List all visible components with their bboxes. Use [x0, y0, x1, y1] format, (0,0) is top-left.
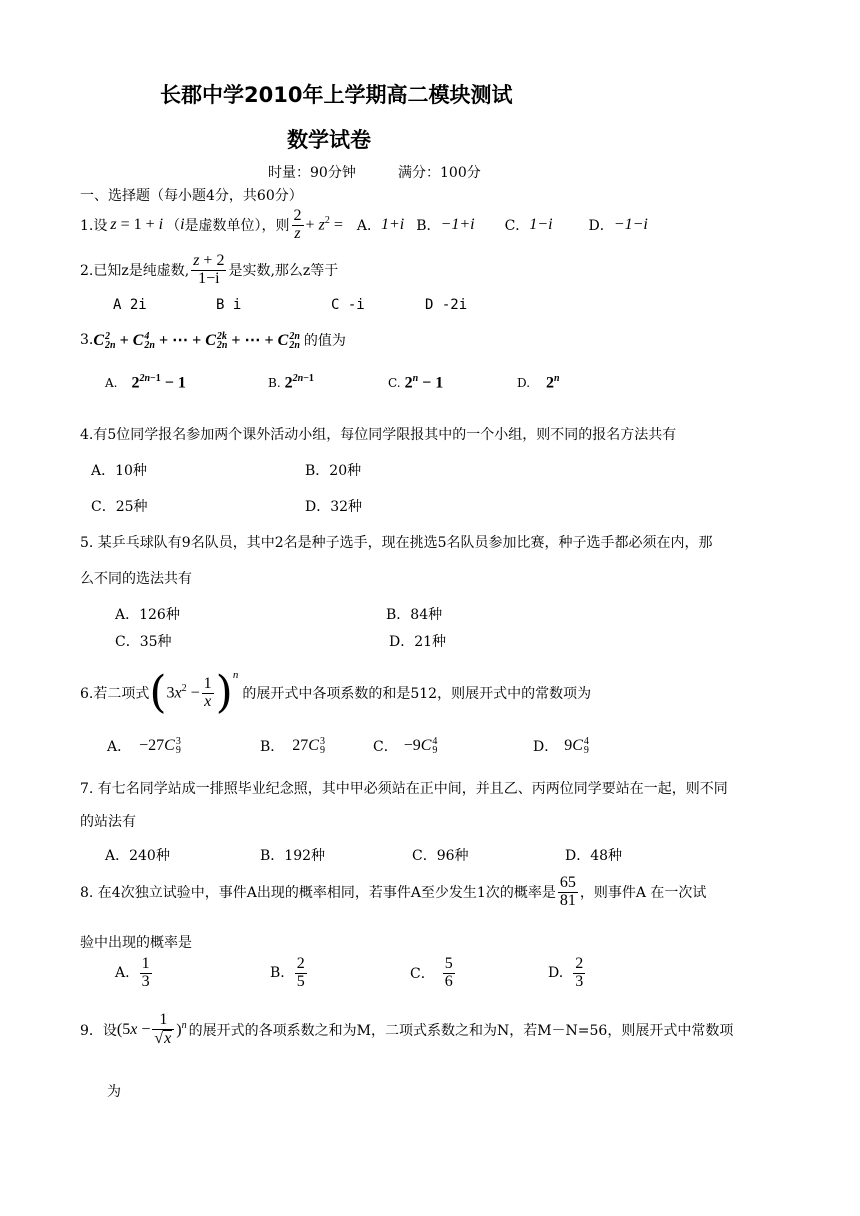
q6-option-c-expr: −9C 4 9 [403, 736, 438, 757]
q6-binomial-term: $3x^2$ − [166, 683, 200, 702]
q2-option-c: C -i [331, 297, 365, 313]
q1-option-b-label: B． [416, 218, 441, 234]
q8-text: ，则事件A 在一次试 [579, 885, 707, 901]
q6-option-c [373, 736, 437, 756]
q8-option-d-fraction: $\frac{2}{3}$ [575, 954, 584, 990]
q5-option-c: C．35种 [115, 634, 172, 650]
q1-option-d: −1−i [613, 216, 648, 233]
q1-option-c: 1−i [529, 216, 553, 233]
q5-option-a: A．126种 [115, 607, 180, 623]
q3-option-d-label: D. [517, 375, 531, 390]
q7-option-b: B．192种 [260, 848, 326, 864]
q6-option-a-label: A． [107, 739, 132, 755]
q9-text: 9．设 [80, 1023, 117, 1039]
q7-option-c: C．96种 [412, 848, 469, 864]
q8-option-c [410, 952, 457, 994]
question-8 [80, 870, 706, 914]
q6-option-d [533, 736, 589, 756]
q8-option-c-label: C． [410, 966, 435, 982]
question-2 [80, 250, 338, 290]
school-title: 长郡中学2010年上学期高二模块测试 [160, 83, 513, 107]
q6-option-b-expr: 27C 3 9 [292, 736, 325, 757]
q6-option-d-label: D． [533, 739, 559, 755]
q8-text: 8. 在4次独立试验中，事件A出现的概率相同，若事件A至少发生1次的概率是 [80, 885, 556, 901]
q3-sum-expression: C 2 2n + C 4 2n + ⋯ + C 2k 2n + ⋯ + C 2n 2n [93, 331, 300, 352]
q9-stem-line2: 为 [107, 1084, 121, 1100]
q7-stem-line1: 7. 有七名同学站成一排照毕业纪念照，其中甲必须站在正中间，并且乙、丙两位同学要站在一起，则不同 [80, 781, 728, 797]
q8-option-a [115, 952, 154, 994]
q1-text: （ [166, 218, 181, 234]
q1-option-c-label: C． [504, 218, 530, 234]
q6-option-d-expr: 9C 4 9 [564, 736, 589, 757]
section-heading: 一、选择题（每小题4分，共60分） [80, 188, 303, 204]
q2-text: 2.已知z是纯虚数, [80, 263, 190, 279]
q1-expression: + $z^2$ = [305, 215, 343, 234]
q8-option-b-label: B. [270, 965, 285, 981]
q7-stem-line2: 的站法有 [80, 814, 136, 830]
q4-option-c: C．25种 [91, 499, 148, 515]
q6-text: 的展开式中各项系数的和是512，则展开式中的常数项为 [242, 686, 592, 702]
q8-option-b [270, 952, 309, 994]
q3-number: 3. [80, 332, 94, 348]
q8-stem-line2: 验中出现的概率是 [80, 935, 192, 951]
q8-option-b-fraction: $\frac{2}{5}$ [296, 954, 305, 990]
q6-option-b [260, 736, 325, 756]
q3-option-d-expr: 2$^n$ [546, 373, 560, 392]
q7-option-a: A．240种 [105, 848, 170, 864]
q1-option-b: −1+i [440, 216, 475, 233]
q3-option-b-label: B. [268, 375, 281, 390]
q5-stem-line2: 么不同的选法共有 [80, 571, 192, 587]
q1-text: 1.设 [80, 218, 108, 234]
q8-fraction: $\frac{65}{81}$ [559, 873, 576, 909]
q7-option-d: D．48种 [565, 848, 623, 864]
q9-exponent: )$^n$ [176, 1020, 187, 1039]
q6-text: 6.若二项式 [80, 686, 150, 702]
q6-left-paren: ( [149, 667, 167, 718]
question-3 [80, 325, 346, 355]
question-9 [80, 1005, 733, 1055]
q2-option-a: A 2i [113, 297, 147, 313]
question-6 [80, 665, 591, 721]
q3-option-a [105, 373, 186, 392]
q6-option-a [107, 736, 181, 756]
q1-text: 是虚数单位），则 [184, 218, 290, 234]
q8-option-a-fraction: $\frac{1}{3}$ [141, 954, 150, 990]
q2-option-b: B i [216, 297, 242, 313]
q3-option-d [517, 373, 560, 392]
q3-option-b-expr: $2^{2n-1}$ [284, 373, 314, 392]
q4-option-d: D．32种 [305, 499, 363, 515]
q4-option-b: B．20种 [305, 463, 362, 479]
score-info: 满分：100分 [398, 165, 481, 181]
question-1 [80, 205, 648, 245]
q1-option-a-label: A． [356, 218, 381, 234]
q3-text: 的值为 [303, 333, 346, 349]
q1-i-symbol: i [180, 216, 185, 233]
time-info: 时量：90分钟 [268, 165, 356, 181]
q2-option-d: D -2i [425, 297, 468, 313]
q9-text: 的展开式的各项系数之和为M，二项式系数之和为N，若M－N=56，则展开式中常数项 [188, 1023, 734, 1039]
q5-option-d: D．21种 [389, 634, 447, 650]
q5-option-b: B．84种 [386, 607, 443, 623]
q6-option-a-expr: −27C 3 9 [139, 736, 181, 757]
q5-stem-line1: 5. 某乒乓球队有9名队员，其中2名是种子选手，现在挑选5名队员参加比赛，种子选手都必须在内，那 [80, 535, 713, 551]
q6-exponent: n [232, 669, 239, 681]
q2-text: 是实数,那么z等于 [228, 263, 339, 279]
q6-option-b-label: B． [260, 739, 285, 755]
q1-option-a: 1+i [380, 216, 405, 233]
q3-option-c-expr: $2^n - 1$ [404, 373, 444, 392]
q6-right-paren: ) [215, 667, 233, 718]
q3-option-c-label: C. [388, 375, 401, 390]
q8-option-d-label: D. [548, 965, 564, 981]
q3-option-c [388, 373, 443, 392]
q6-option-c-label: C． [373, 739, 398, 755]
subject-title: 数学试卷 [287, 128, 371, 152]
q8-option-c-fraction: $\frac{5}{6}$ [444, 954, 453, 990]
q1-z-def: z = 1 + i [110, 216, 164, 233]
q9-binomial-term: (5x − [116, 1021, 151, 1038]
q8-option-d [548, 952, 587, 994]
q9-fraction: $\frac{1}{√x}$ [152, 1012, 174, 1048]
q4-option-a: A．10种 [91, 463, 147, 479]
q1-option-d-label: D． [588, 218, 614, 234]
q4-stem: 4.有5位同学报名参加两个课外活动小组，每位同学限报其中的一个小组，则不同的报名方法共有 [80, 427, 677, 443]
q1-fraction: $\frac{2}{z}$ [293, 206, 302, 242]
q2-fraction: $\frac{z + 2}{1-i}$ [193, 251, 225, 287]
q3-option-b [268, 373, 314, 392]
q6-fraction: $\frac{1}{x}$ [203, 674, 212, 710]
q3-option-a-expr: $2^{2n-1} - 1$ [131, 373, 186, 392]
q3-option-a-label: A. [105, 375, 118, 390]
q8-option-a-label: A. [115, 965, 130, 981]
